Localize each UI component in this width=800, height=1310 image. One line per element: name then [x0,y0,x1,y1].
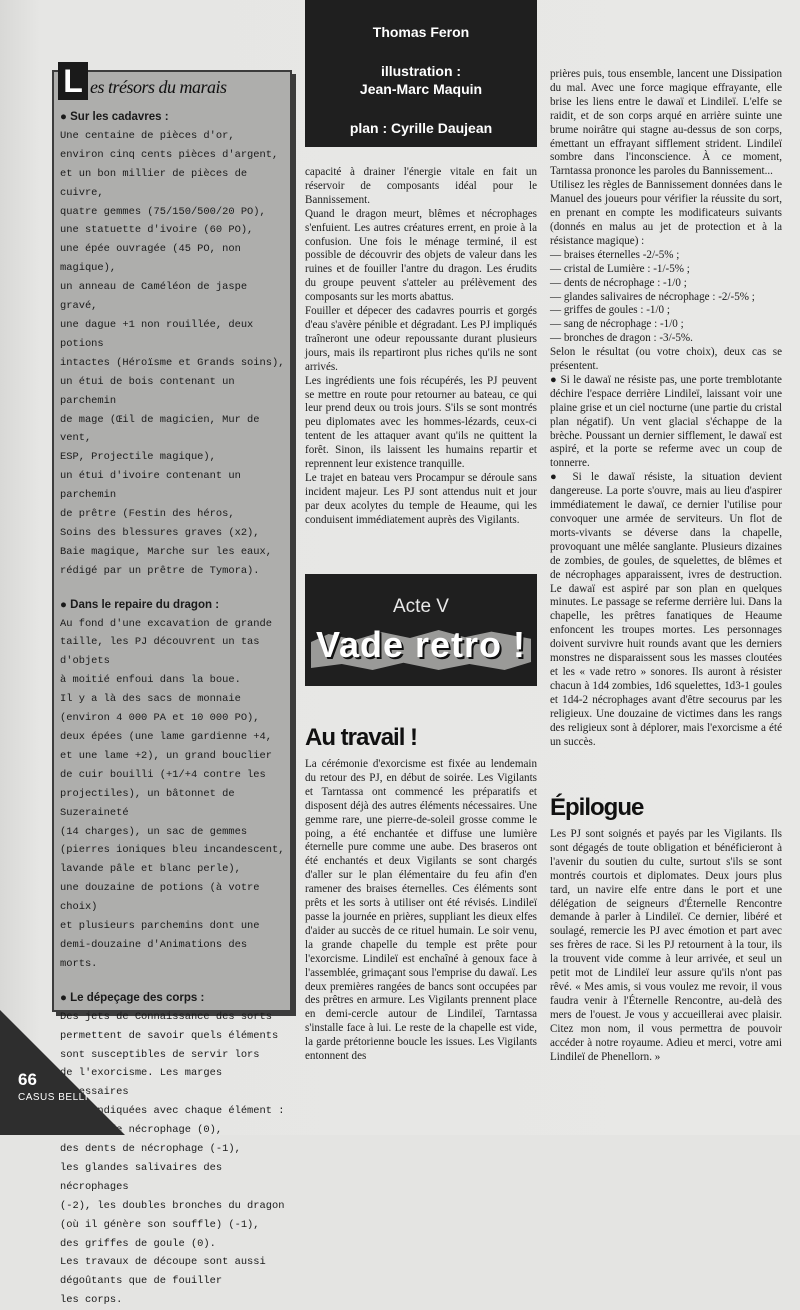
sidebar-line: une statuette d'ivoire (60 PO), [60,224,254,237]
sidebar-line: intactes (Héroïsme et Grands soins), [60,356,285,369]
epilogue-text [550,828,782,1064]
sidebar-line: Des jets de Connaissance des sorts [60,1010,273,1023]
sidebar-title: es trésors du marais [90,77,227,97]
sidebar-line: sont indiquées avec chaque élément : [60,1105,285,1118]
sidebar-gap [60,581,286,596]
sidebar-line: un anneau de Caméléon de jaspe gravé, [60,281,248,313]
column-3-paragraph: prières puis, tous ensemble, lancent une Dissipation du mal. Avec une force magique effrayante, elle brise les liens entre le dawaï et Lindileï. L'elfe se raidit, et de son corps arqué en arrière suinte une brume noirâtre qui stagne au-dessus de son corps, émettant un effrayant sifflement strident. Lindileï sombre dans l'inconscience. À ce moment, Tarntassa prononce les paroles du Bannissement... [550,68,782,178]
sidebar-line: et plusieurs parchemins dont une [60,920,260,933]
sidebar-line: taille, les PJ découvrent un tas d'objets [60,636,260,668]
sidebar-line: du sang de nécrophage (0), [60,1124,223,1137]
act-title: Vade retro ! [315,624,527,665]
plan-credit: plan : Cyrille Daujean [349,120,493,136]
sidebar-line: lavande pâle et blanc perle), [60,863,241,876]
sidebar-line: dégoûtants que de fouiller [60,1275,223,1288]
sidebar-line: ESP, Projectile magique), [60,451,216,464]
sidebar-line: Une centaine de pièces d'or, [60,129,235,142]
sidebar-line: (14 charges), un sac de gemmes [60,825,248,838]
sidebar-heading [58,62,227,100]
column-2-paragraph: Quand le dragon meurt, blêmes et nécrophages s'enfuient. Les autres créatures errent, en proie à la confusion. Une fois le ménage terminé, il est possible de découvrir des objets de valeur dans les ruines et de fouiller l'antre du dragon. Les érudits du groupe peuvent s'atteler au prélèvement des composants sur les morts abattus. [305,207,537,304]
sidebar-line: Baie magique, Marche sur les eaux, [60,545,273,558]
sidebar-line: une dague +1 non rouillée, deux potions [60,318,254,350]
column-2-text [305,166,537,528]
sidebar-gap [60,974,286,989]
column-3-paragraph: — braises éternelles -2/-5% ; [550,248,680,261]
sidebar-line: et une lame +2), un grand bouclier [60,749,273,762]
page-number: 66 [18,1070,37,1089]
au-travail-paragraph: La cérémonie d'exorcisme est fixée au lendemain du retour des PJ, en début de soirée. Les Vigilants et Tarntassa ont commencé les préparatifs et disposent déjà des autres éléments nécessaires. Une gemme rare, une pierre-de-soleil grosse comme le poing, a été enchantée et diffuse une lumière éternelle pure comme une aube. Des braseros ont été enchantés et deux Vigilants se sont chargés d'aller sur le plan élémentaire du feu afin d'en ramener des braises éternelles. Ces éléments sont prêts et les sorts à utiliser ont été révisés. Lindileï passe la journée en prières, suppliant les dieux elfes d'aider au succès de ce rituel humain. Le soir venu, la grande chapelle du temple est prête pour l'exorcisme. Lindileï est enchaîné à genoux face à l'assemblée, grimaçant sous l'emprise du dawaï. Les deux premières rangées de bancs sont occupées par des prêtres en armure. Les Vigilants prennent place en demi-cercle autour de Lindileï, Tarntassa s'installe face à lui. Le reste de la chapelle est vide, la garde prétorienne boucle les issues. Les Vigilants entonnent des [305,758,537,1063]
column-3-paragraph: ● Si le dawaï ne résiste pas, une porte tremblotante déchire l'espace derrière Lindileï, laissant voir une plaine grise et un ciel nocturne (une partie du cristal plan négatif). Un vent glacial s'échappe de la brèche. Poussant un dernier sifflement, le dawaï est aspiré, et la porte se referme avec un coup de tonnerre. [550,373,782,470]
sidebar-line: deux épées (une lame gardienne +4, [60,731,273,743]
sidebar-line: Au fond d'une excavation de grande [60,617,273,630]
au-travail-text [305,758,537,1064]
act-banner [305,574,537,686]
sidebar-line: une épée ouvragée (45 PO, non magique), [60,243,241,275]
sidebar-line: un étui de bois contenant un parchemin [60,375,235,407]
sidebar-line: (où il génère son souffle) (-1), [60,1218,260,1231]
credits-block [305,0,537,147]
sidebar-line: sont susceptibles de servir lors [60,1048,260,1061]
drop-cap: L [58,62,88,100]
column-2-paragraph: Les ingrédients une fois récupérés, les PJ peuvent se mettre en route pour retourner au bateau, ce qui leur prend deux ou trois jours. S'ils se sont montrés peu diplomates avec les hommes-lézards, ceux-ci tentent de les attaquer avant qu'ils ne quittent la forêt. Sinon, ils laissent les humains repartir et reprennent leur existence tranquille. [305,374,537,471]
sidebar-line: de cuir bouilli (+1/+4 contre les [60,768,266,781]
au-travail-heading: Au travail ! [305,724,418,751]
column-3-paragraph: — bronches de dragon : -3/-5%. [550,332,693,345]
sidebar-section-heading: ● Dans le repaire du dragon : [60,598,220,611]
sidebar-line: Les travaux de découpe sont aussi [60,1256,266,1269]
sidebar-line: rédigé par un prêtre de Tymora). [60,564,260,577]
sidebar-line: projectiles), un bâtonnet de Suzeraineté [60,787,235,819]
sidebar-line: (-2), les doubles bronches du dragon [60,1199,285,1212]
sidebar-line: une douzaine de potions (à votre choix) [60,882,260,914]
act-label: Acte V [393,596,449,617]
magazine-name: CASUS BELLI [18,1092,88,1103]
sidebar-line: Il y a là des sacs de monnaie [60,693,241,706]
column-2-paragraph: Le trajet en bateau vers Procampur se déroule sans incident majeur. Les PJ sont attendus nuit et jour par deux acolytes du temple de Heaume, qui les conduisent immédiatement auprès des Vigilants. [305,471,537,526]
sidebar-line: à moitié enfoui dans la boue. [60,674,241,687]
sidebar-line: de l'exorcisme. Les marges nécessaires [60,1067,223,1099]
sidebar-line: (pierres ioniques bleu incandescent, [60,844,285,857]
sidebar-section-heading: ● Le dépeçage des corps : [60,991,205,1004]
sidebar-line: quatre gemmes (75/150/500/20 PO), [60,205,266,218]
illustration-label: illustration : [380,63,462,79]
sidebar-line: des dents de nécrophage (-1), [60,1143,241,1156]
column-2-paragraph: Fouiller et dépecer des cadavres pourris et gorgés d'eau s'avère pénible et dégradant. Les PJ impliqués traîneront une odeur repoussante durant plusieurs jours, mais ils repartiront plus riches qu'ils ne sont arrivés. [305,305,537,373]
column-3-paragraph: — sang de nécrophage : -1/0 ; [550,318,684,331]
sidebar-line: et un bon millier de pièces de cuivre, [60,167,248,199]
sidebar-line: les glandes salivaires des nécrophages [60,1161,223,1193]
sidebar-line: de prêtre (Festin des héros, [60,508,235,521]
sidebar-line: (environ 4 000 PA et 10 000 PO), [60,712,260,725]
sidebar-line: les corps. [60,1294,123,1307]
sidebar-line: permettent de savoir quels éléments [60,1029,279,1042]
sidebar-line: de mage (Œil de magicien, Mur de vent, [60,413,260,445]
illustrator-credit: Jean-Marc Maquin [359,81,483,97]
sidebar-section-heading: ● Sur les cadavres : [60,111,169,123]
column-3-text [550,68,782,749]
sidebar-line: environ cinq cents pièces d'argent, [60,148,279,161]
column-3-paragraph: — cristal de Lumière : -1/-5% ; [550,262,690,275]
column-3-paragraph: — griffes de goules : -1/0 ; [550,304,670,317]
sidebar-line: un étui d'ivoire contenant un parchemin [60,470,241,502]
sidebar-line: des griffes de goule (0). [60,1237,216,1250]
sidebar-line: demi-douzaine d'Animations des morts. [60,938,248,970]
author-credit: Thomas Feron [372,24,470,40]
epilogue-heading: Épilogue [550,794,644,821]
column-3-paragraph: — glandes salivaires de nécrophage : -2/-5% ; [550,290,755,303]
column-3-paragraph: — dents de nécrophage : -1/0 ; [550,276,687,289]
epilogue-paragraph: Les PJ sont soignés et payés par les Vigilants. Ils sont dégagés de toute obligation et bénéficieront à l'avenir du soutien du culte, surtout s'ils se sont montrés courtois et diplomates. Deux jours plus tard, un navire elfe entre dans le port et une délégation de seigneurs d'Éternelle Rencontre demande à parler à Lindileï. Ce dernier, libéré et soulagé, remercie les PJ avec émotion et part avec ses frères de race. Si les PJ retournent à la tour, ils la trouvent vide comme à leur arrivée, et seul un petit mot de Lindileï leur assure qu'ils n'ont pas rêvé. « Mes amis, si vous voulez me revoir, il vous faudra venir à l'Éternelle Rencontre, au-delà des mers de l'ouest. Je vous y accueillerai avec plaisir. Citez mon nom, il vous permettra de pouvoir accéder à notre royaume. Adieu et merci, votre ami Lindileï de Phenellorn. » [550,828,782,1063]
column-3-paragraph: Selon le résultat (ou votre choix), deux cas se présentent. [550,346,782,373]
sidebar-line: Soins des blessures graves (x2), [60,526,260,539]
column-3-paragraph: Utilisez les règles de Bannissement données dans le Manuel des joueurs pour vérifier la réussite du sort, en prenant en compte les modificateurs suivants (donnés en malus au jet de protection et à la résistance magique) : [550,179,782,247]
column-3-paragraph: ● Si le dawaï résiste, la situation devient dangereuse. La porte s'ouvre, mais au lieu d'aspirer immédiatement le dawaï, ce dernier l'utilise pour convoquer une armée de serviteurs. Un flot de morts-vivants se déverse dans la chapelle, provoquant une mêlée sanglante. Plusieurs dizaines de zombies, de goules, de squelettes, de blêmes et de nécrophages apparaissent, ivres de destruction. Le dawaï est aspiré par son plan en quelques minutes. Le passage se referme derrière lui. Dans la chapelle, les prêtres fanatiques de Heaume enfoncent les troupes mortes. Les personnages doivent survivre huit rounds avant que les derniers monstres ne disparaissent sous les masses cloutées et les « vade retro » sonores. Ils auront à résister chacun à 1d4 zombies, 1d6 squelettes, 1d3-1 goules et 1d4-2 nécrophages avant d'être secourus par les religieux. Une douzaine de victimes dans les rangs des religieux sont à déplorer, mais l'exorcisme a été un succès. [550,471,782,748]
column-2-paragraph: capacité à drainer l'énergie vitale en fait un réservoir de composants idéal pour le Bannissement. [305,166,537,206]
